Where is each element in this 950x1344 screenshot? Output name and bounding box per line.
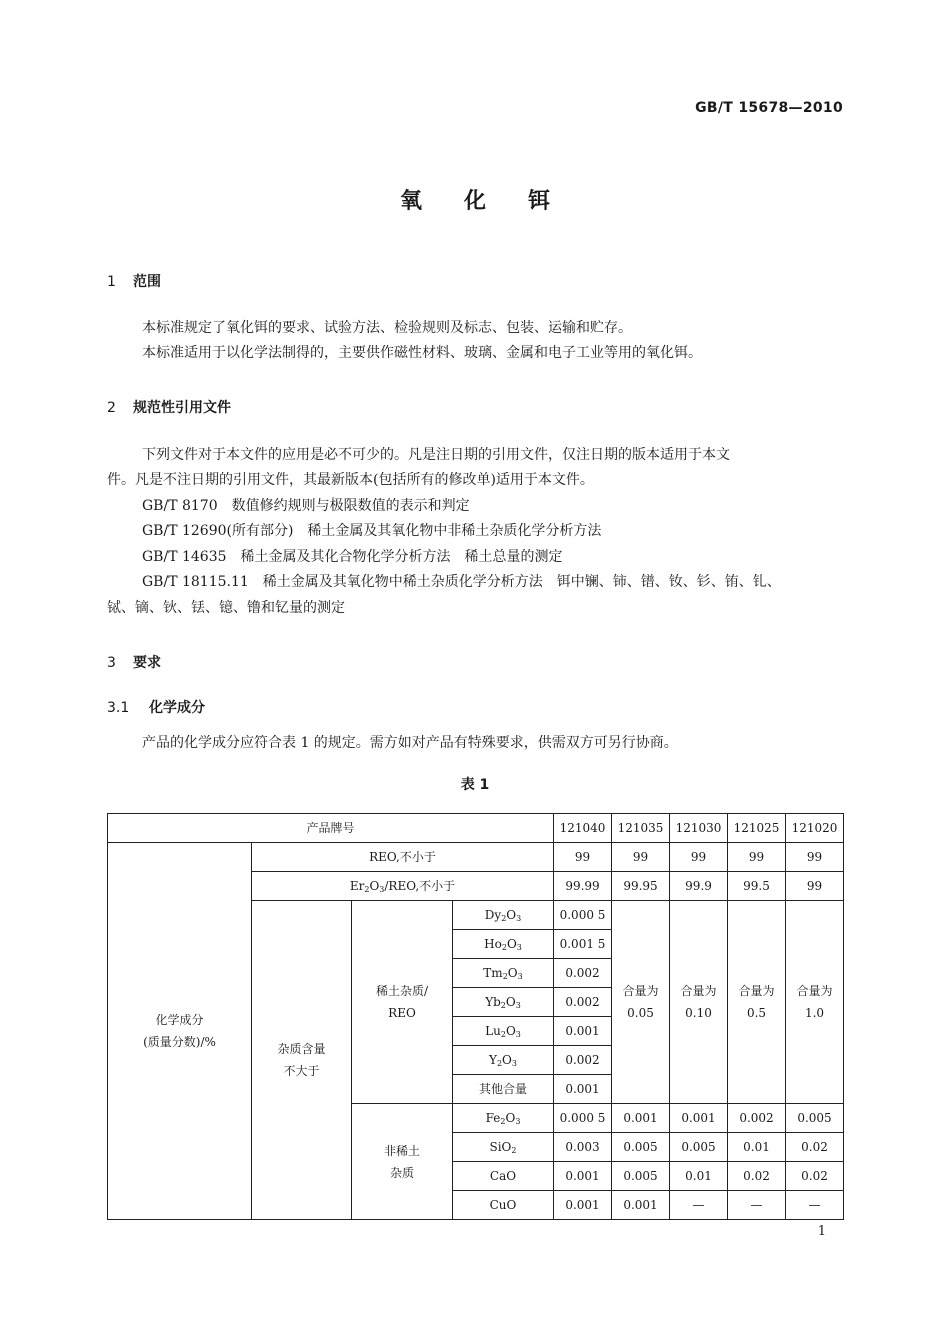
value-cell: 0.005	[612, 1133, 670, 1162]
formula-sub: 3	[515, 1030, 521, 1039]
formula-part: Yb	[485, 995, 501, 1009]
scope-paragraph-1: 本标准规定了氧化铒的要求、试验方法、检验规则及标志、包装、运输和贮存。	[142, 320, 632, 336]
value-cell: 0.01	[728, 1133, 786, 1162]
value-cell: 0.002	[554, 959, 612, 988]
formula-sub: 3	[516, 943, 522, 952]
composition-table	[107, 813, 844, 1220]
formula-part: Tm	[483, 966, 503, 980]
formula-sub: 2	[496, 1059, 503, 1068]
formula-part: Lu	[485, 1024, 501, 1038]
label-line: REO	[388, 1006, 416, 1020]
brand-label: 产品牌号	[108, 814, 554, 843]
section-number: 1	[107, 274, 116, 290]
formula-part: O	[369, 879, 380, 893]
value-cell: 0.001	[554, 1075, 612, 1104]
formula-part: Y	[489, 1053, 497, 1067]
brand-row	[108, 814, 844, 843]
formula-cell	[453, 901, 554, 930]
section-3-1-heading	[107, 697, 205, 717]
value-cell: 0.002	[554, 988, 612, 1017]
reo-label: REO,不小于	[252, 843, 554, 872]
brand-cell: 121030	[670, 814, 728, 843]
formula-sub: 3	[515, 1117, 521, 1126]
value-cell: 0.02	[786, 1133, 844, 1162]
formula-cell	[453, 1162, 554, 1191]
value-cell: 0.001	[612, 1104, 670, 1133]
references-intro-line-1: 下列文件对于本文件的应用是必不可少的。凡是注日期的引用文件，仅注日期的版本适用于本文	[142, 447, 730, 463]
section-1-heading	[107, 271, 161, 291]
formula-part: CuO	[489, 1198, 517, 1212]
sum-cell	[612, 901, 670, 1104]
reo-row	[108, 843, 844, 872]
formula-cell	[453, 1133, 554, 1162]
formula-sub: 3	[515, 1001, 521, 1010]
section-2-heading	[107, 397, 231, 417]
reference-gbt-8170: GB/T 8170 数值修约规则与极限数值的表示和判定	[142, 498, 470, 514]
label-line: 非稀土	[383, 1143, 420, 1158]
non-rare-earth-impurity-label	[352, 1104, 453, 1220]
formula-sub: 2	[500, 1117, 506, 1126]
value-cell: 0.001 5	[554, 930, 612, 959]
value-cell: —	[728, 1191, 786, 1220]
value-cell: —	[670, 1191, 728, 1220]
formula-part: Ho	[484, 937, 502, 951]
sum-label: 合量为	[796, 984, 833, 998]
brand-cell: 121040	[554, 814, 612, 843]
value-cell: 0.002	[554, 1046, 612, 1075]
value-cell: —	[786, 1191, 844, 1220]
section-number: 3	[107, 655, 116, 671]
formula-cell	[453, 988, 554, 1017]
label-line: 化学成分	[155, 1013, 204, 1027]
value-cell: 99.5	[728, 872, 786, 901]
section-3-heading	[107, 652, 161, 672]
section-number: 3.1	[107, 700, 130, 716]
value-cell: 99	[786, 843, 844, 872]
formula-part: O	[502, 1053, 512, 1067]
label-line: 不大于	[283, 1064, 320, 1078]
formula-cell	[453, 930, 554, 959]
page-number: 1	[817, 1224, 826, 1239]
formula-sub: 2	[500, 1001, 506, 1010]
er2o3-label: $Er_2O_3$/REO,不小于	[252, 872, 554, 901]
section-title: 化学成分	[149, 700, 205, 716]
value-cell: 0.001	[670, 1104, 728, 1133]
rare-earth-impurity-label	[352, 901, 453, 1104]
reference-gbt-14635: GB/T 14635 稀土金属及其化合物化学分析方法 稀土总量的测定	[142, 549, 563, 565]
formula-part: O	[506, 937, 517, 951]
formula-part: CaO	[489, 1169, 517, 1183]
references-intro-line-2: 件。凡是不注日期的引用文件，其最新版本(包括所有的修改单)适用于本文件。	[107, 472, 594, 488]
chemical-composition-paragraph: 产品的化学成分应符合表 1 的规定。需方如对产品有特殊要求，供需双方可另行协商。	[142, 735, 678, 751]
reference-gbt-18115-line-1: GB/T 18115.11 稀土金属及其氧化物中稀土杂质化学分析方法 铒中镧、铈、镨、钕、钐、铕、钆、	[142, 574, 781, 590]
label-line: 杂质含量	[277, 1042, 326, 1056]
sum-cell	[728, 901, 786, 1104]
value-cell: 0.02	[786, 1162, 844, 1191]
formula-part: Fe	[485, 1111, 501, 1125]
value-cell: 0.000 5	[554, 901, 612, 930]
formula-sub: 3	[517, 972, 523, 981]
formula-part: SiO	[489, 1140, 512, 1154]
sum-cell	[670, 901, 728, 1104]
value-cell: 99	[554, 843, 612, 872]
sum-value: 1.0	[804, 1006, 825, 1020]
formula-part: O	[506, 908, 517, 922]
value-cell: 0.01	[670, 1162, 728, 1191]
formula-part: O	[505, 1024, 516, 1038]
sum-label: 合量为	[680, 984, 717, 998]
formula-sub: 2	[500, 1030, 506, 1039]
formula-sub: 2	[501, 914, 507, 923]
formula-part: 其他合量	[479, 1082, 528, 1096]
formula-sub: 2	[501, 943, 507, 952]
sum-cell	[786, 901, 844, 1104]
value-cell: 99	[786, 872, 844, 901]
formula-part: O	[507, 966, 518, 980]
formula-part: Dy	[484, 908, 502, 922]
sum-label: 合量为	[622, 984, 659, 998]
formula-cell	[453, 959, 554, 988]
formula-part: Er	[349, 879, 365, 893]
section-title: 规范性引用文件	[133, 400, 231, 416]
value-cell: 0.005	[612, 1162, 670, 1191]
formula-part: O	[505, 995, 516, 1009]
formula-part: /REO,不小于	[384, 879, 456, 893]
value-cell: 0.005	[786, 1104, 844, 1133]
value-cell: 0.001	[554, 1162, 612, 1191]
formula-cell	[453, 1104, 554, 1133]
sum-value: 0.5	[746, 1006, 767, 1020]
value-cell: 0.003	[554, 1133, 612, 1162]
value-cell: 99	[670, 843, 728, 872]
value-cell: 99	[612, 843, 670, 872]
formula-cell	[453, 1046, 554, 1075]
value-cell: 99.95	[612, 872, 670, 901]
value-cell: 0.02	[728, 1162, 786, 1191]
impurity-content-label	[252, 901, 352, 1220]
value-cell: 99.99	[554, 872, 612, 901]
formula-cell	[453, 1017, 554, 1046]
table-caption: 表 1	[460, 777, 490, 793]
section-title: 要求	[133, 655, 161, 671]
brand-cell: 121035	[612, 814, 670, 843]
formula-sub: 2	[511, 1146, 517, 1155]
label-line: 杂质	[389, 1165, 414, 1180]
value-cell: 0.001	[612, 1191, 670, 1220]
formula-cell	[453, 1191, 554, 1220]
value-cell: 0.001	[554, 1017, 612, 1046]
standard-number: GB/T 15678—2010	[695, 100, 843, 116]
formula-sub: 3	[511, 1059, 517, 1068]
sum-label: 合量为	[738, 984, 775, 998]
reference-gbt-18115-line-2: 铽、镝、钬、铥、镱、镥和钇量的测定	[107, 600, 345, 616]
brand-cell: 121025	[728, 814, 786, 843]
value-cell: 0.002	[728, 1104, 786, 1133]
value-cell: 0.001	[554, 1191, 612, 1220]
formula-part: O	[505, 1111, 516, 1125]
formula-sub: 2	[502, 972, 508, 981]
chemical-composition-label	[108, 843, 252, 1220]
section-number: 2	[107, 400, 116, 416]
value-cell: 0.000 5	[554, 1104, 612, 1133]
formula-cell	[453, 1075, 554, 1104]
value-cell: 99	[728, 843, 786, 872]
label-line: (质量分数)/%	[143, 1035, 216, 1049]
value-cell: 0.005	[670, 1133, 728, 1162]
document-title: 氧化铒	[399, 189, 592, 214]
formula-sub: 3	[516, 914, 522, 923]
sum-value: 0.10	[685, 1006, 712, 1020]
value-cell: 99.9	[670, 872, 728, 901]
label-line: 稀土杂质/	[375, 984, 429, 998]
section-title: 范围	[133, 274, 161, 290]
reference-gbt-12690: GB/T 12690(所有部分) 稀土金属及其氧化物中非稀土杂质化学分析方法	[142, 523, 602, 539]
sum-value: 0.05	[627, 1006, 654, 1020]
scope-paragraph-2: 本标准适用于以化学法制得的，主要供作磁性材料、玻璃、金属和电子工业等用的氧化铒。	[142, 345, 702, 361]
brand-cell: 121020	[786, 814, 844, 843]
